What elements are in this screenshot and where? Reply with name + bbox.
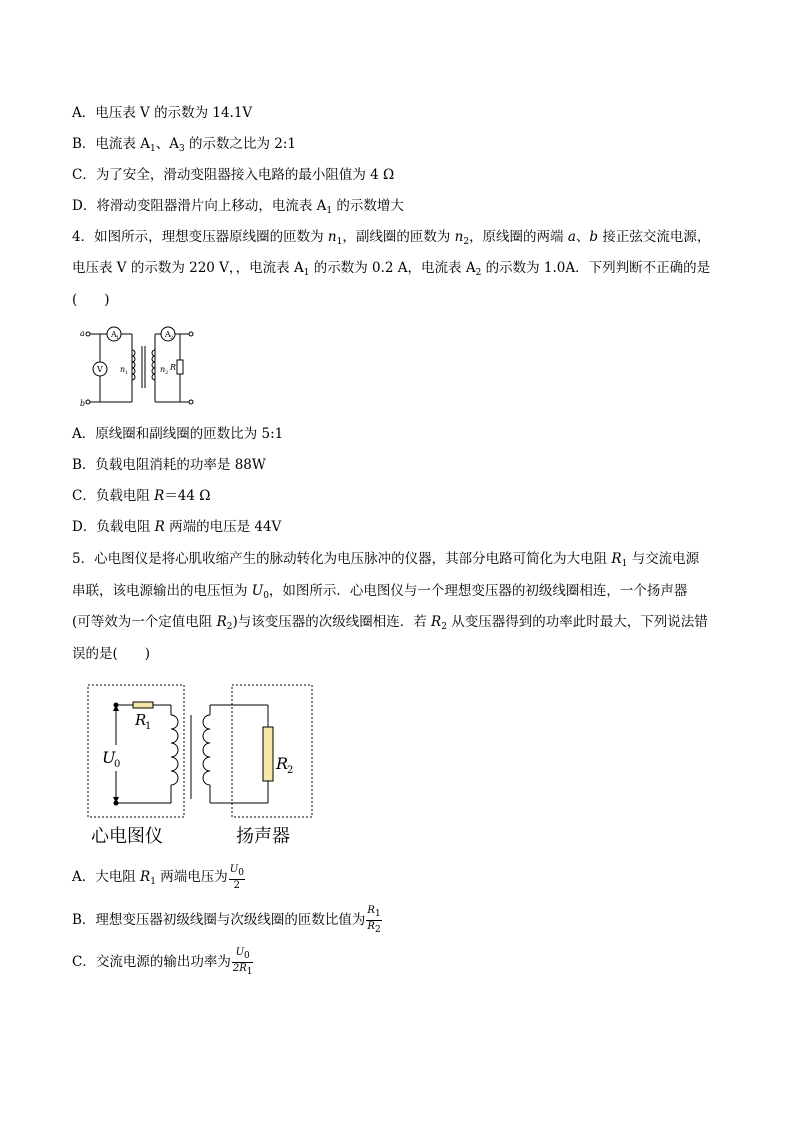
var-U: U (251, 583, 264, 599)
q4-stem-line1 (72, 227, 710, 252)
stem-text: 与交流电源 (627, 551, 700, 567)
option-letter: A． (72, 869, 96, 885)
option-text: 的示数之比为 2:1 (184, 136, 296, 152)
option-letter: C． (72, 488, 96, 504)
stem-text: 的示数为 0.2 A，电流表 A (309, 260, 476, 276)
option-text: 电压表 V 的示数为 14.1V (95, 105, 253, 121)
fraction (232, 947, 254, 978)
q5-option-a (72, 864, 245, 892)
var-b: b (589, 229, 599, 245)
var-2R: 2R (232, 963, 247, 974)
option-text: 负载电阻 (95, 488, 155, 504)
subscript: 0 (244, 951, 250, 961)
label-n2: n (160, 365, 166, 374)
subscript: 0 (263, 591, 269, 601)
subscript: 1 (150, 877, 156, 887)
subscript: 1 (145, 721, 152, 732)
label-n1: n (120, 365, 126, 374)
terminal-b (86, 400, 90, 404)
q5-ecg-transformer-figure (86, 683, 316, 848)
q4-option-b (72, 455, 266, 475)
option-text: 电流表 A (95, 136, 150, 152)
label-R: R (170, 363, 177, 372)
q4-transformer-circuit-figure (80, 322, 195, 412)
option-text: 大电阻 (95, 869, 141, 885)
option-letter: D． (72, 198, 97, 214)
subscript: 3 (178, 144, 185, 154)
option-text: 为了安全，滑动变阻器接入电路的最小阻值为 4 Ω (95, 167, 395, 183)
stem-text: ，副线圈的匝数为 (342, 229, 455, 245)
q4-option-d (72, 517, 281, 537)
var-R: R (367, 905, 375, 916)
q4-stem-line3 (72, 290, 110, 310)
q5-stem-line4 (72, 644, 150, 664)
fraction-denominator (232, 963, 254, 978)
fraction-numerator (232, 947, 254, 963)
option-text: 的示数增大 (332, 198, 404, 214)
option-text: 两端电压为 (155, 869, 228, 885)
q4-option-a (72, 424, 283, 444)
option-text: ＝44 Ω (164, 488, 211, 504)
subscript: 2 (165, 370, 169, 376)
subscript: 2 (475, 268, 482, 278)
q5-stem-line2 (72, 581, 687, 606)
fraction-numerator (229, 864, 245, 880)
subscript: 1 (125, 370, 129, 376)
option-letter: B． (72, 136, 96, 152)
subscript: 1 (621, 559, 628, 569)
subscript: 0 (238, 868, 244, 878)
var-n: n (454, 229, 464, 245)
q3-option-b (72, 134, 296, 159)
option-letter: A． (72, 105, 96, 121)
option-text: 理想变压器初级线圈与次级线圈的匝数比值为 (95, 912, 366, 928)
fraction-denominator (366, 921, 381, 936)
var-R: R (611, 551, 622, 567)
stem-text: 串联，该电源输出的电压恒为 (72, 583, 252, 599)
var-R: R (216, 614, 227, 630)
stem-text: 4．如图所示，理想变压器原线圈的匝数为 (72, 229, 328, 245)
q5-stem-line3 (72, 612, 708, 637)
voltmeter-label: V (97, 365, 103, 374)
subscript: 2 (374, 925, 381, 935)
var-R: R (154, 488, 165, 504)
subscript: 2 (287, 765, 294, 776)
resistor-r1 (133, 702, 153, 708)
option-text: 将滑动变阻器滑片向上移动，电流表 A (96, 198, 327, 214)
fraction (229, 864, 245, 891)
var-U: U (229, 864, 239, 875)
terminal-out-bottom (189, 400, 193, 404)
q4-option-c (72, 486, 210, 506)
stem-text: ，如图所示．心电图仪与一个理想变压器的初级线圈相连，一个扬声器 (268, 583, 688, 599)
option-letter: A． (72, 426, 96, 442)
q4-stem-line2 (72, 258, 710, 283)
terminal-dot-bottom (114, 801, 119, 806)
stem-text: 接正弦交流电源， (598, 229, 711, 245)
subscript: 2 (170, 335, 174, 341)
option-text: 交流电源的输出功率为 (95, 954, 231, 970)
stem-text: ，原线圈的两端 (469, 229, 568, 245)
stem-text: 、 (575, 229, 590, 245)
stem-text: 误的是( ) (72, 646, 151, 662)
label-U0: U (102, 748, 116, 767)
option-letter: D． (72, 519, 97, 535)
label-a: a (80, 329, 85, 338)
option-letter: B． (72, 912, 96, 928)
option-text: 、A (155, 136, 179, 152)
caption-speaker: 扬声器 (236, 826, 290, 847)
option-text: 两端的电压是 44V (164, 519, 282, 535)
stem-text: (可等效为一个定值电阻 (72, 614, 217, 630)
q3-option-d (72, 196, 404, 221)
stem-text: 电压表 V 的示数为 220 V，，电流表 A (72, 260, 304, 276)
var-n: n (327, 229, 337, 245)
option-text: 负载电阻消耗的功率是 88W (95, 457, 266, 473)
option-text: 负载电阻 (96, 519, 155, 535)
label-R2: R (276, 754, 289, 773)
stem-text: 从变压器得到的功率此时最大，下列说法错 (446, 614, 708, 630)
var-R: R (140, 869, 151, 885)
caption-ecg: 心电图仪 (91, 826, 163, 847)
label-R1: R (135, 711, 147, 729)
subscript: 1 (149, 144, 156, 154)
subscript: 1 (246, 967, 253, 977)
q5-stem-line1 (72, 549, 699, 574)
ammeter-a1-label: A (111, 330, 117, 339)
option-text: 原线圈和副线圈的匝数比为 5:1 (95, 426, 284, 442)
subscript: 2 (226, 622, 233, 632)
q5-option-c (72, 947, 253, 978)
stem-text: 的示数为 1.0A．下列判断不正确的是 (481, 260, 711, 276)
option-letter: C． (72, 167, 96, 183)
stem-text: )与该变压器的次级线圈相连．若 (232, 614, 432, 630)
terminal-out-top (189, 332, 193, 336)
var-U: U (235, 947, 245, 958)
fraction-numerator (366, 905, 381, 921)
option-letter: B． (72, 457, 96, 473)
var-R: R (154, 519, 165, 535)
subscript: 2 (463, 237, 470, 247)
terminal-dot-top (114, 703, 119, 708)
subscript: 1 (374, 909, 381, 919)
subscript: 2 (441, 622, 447, 632)
var-R: R (367, 921, 375, 932)
subscript: 1 (326, 206, 333, 216)
answer-blank: ( ) (72, 292, 110, 308)
subscript: 1 (336, 237, 343, 247)
var-a: a (567, 229, 576, 245)
subscript: 1 (116, 335, 120, 341)
resistor-r2 (263, 727, 273, 781)
fraction (366, 905, 381, 936)
option-letter: C． (72, 954, 96, 970)
ammeter-a2-label: A (165, 330, 171, 339)
q5-option-b (72, 905, 382, 936)
label-b: b (80, 399, 86, 408)
subscript: 1 (303, 268, 310, 278)
fraction-denominator: 2 (233, 880, 241, 891)
subscript: 0 (114, 759, 121, 770)
q3-option-a (72, 103, 252, 123)
stem-text: 5．心电图仪是将心肌收缩产生的脉动转化为电压脉冲的仪器，其部分电路可简化为大电阻 (72, 551, 612, 567)
terminal-a (86, 332, 90, 336)
var-R: R (431, 614, 442, 630)
q3-option-c (72, 165, 394, 185)
